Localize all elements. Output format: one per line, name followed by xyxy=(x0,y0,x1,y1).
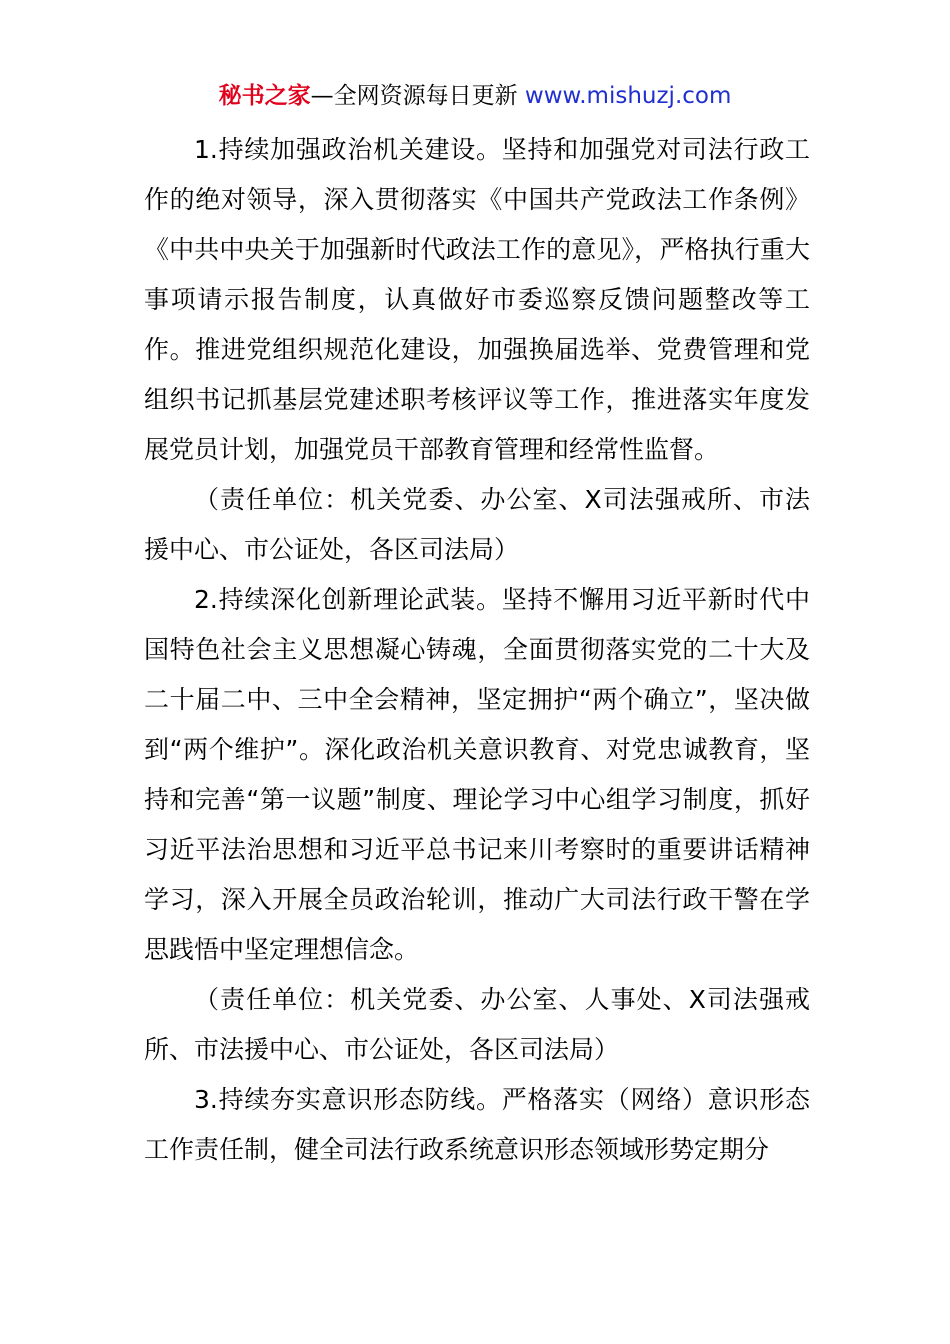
paragraph-item-3: 3.持续夯实意识形态防线。严格落实（网络）意识形态工作责任制，健全司法行政系统意识形态领域形势定期分 xyxy=(144,1085,810,1164)
brand-name: 秘书之家 xyxy=(218,83,311,109)
responsibility-units-1: （责任单位：机关党委、办公室、X司法强戒所、市法援中心、市公证处，各区司法局） xyxy=(144,485,810,564)
paragraph-item-1: 1.持续加强政治机关建设。坚持和加强党对司法行政工作的绝对领导，深入贯彻落实《中国共产党政法工作条例》《中共中央关于加强新时代政法工作的意见》，严格执行重大事项请示报告制度，认真做好市委巡察反馈问题整改等工作。推进党组织规范化建设，加强换届选举、党费管理和党组织书记抓基层党建述职考核评议等工作，推进落实年度发展党员计划，加强党员干部教育管理和经常性监督。 xyxy=(144,135,810,464)
site-url: www.mishuzj.com xyxy=(524,83,732,109)
responsibility-units-2: （责任单位：机关党委、办公室、人事处、X司法强戒所、市法援中心、市公证处，各区司法局） xyxy=(144,985,810,1064)
site-header xyxy=(0,78,950,114)
document-body xyxy=(144,125,810,1175)
paragraph-item-2: 2.持续深化创新理论武装。坚持不懈用习近平新时代中国特色社会主义思想凝心铸魂，全面贯彻落实党的二十大及二十届二中、三中全会精神，坚定拥护“两个确立”，坚决做到“两个维护”。深化政治机关意识教育、对党忠诚教育，坚持和完善“第一议题”制度、理论学习中心组学习制度，抓好习近平法治思想和习近平总书记来川考察时的重要讲话精神学习，深入开展全员政治轮训，推动广大司法行政干警在学思践悟中坚定理想信念。 xyxy=(144,585,810,964)
header-tagline: —全网资源每日更新 xyxy=(310,83,525,109)
